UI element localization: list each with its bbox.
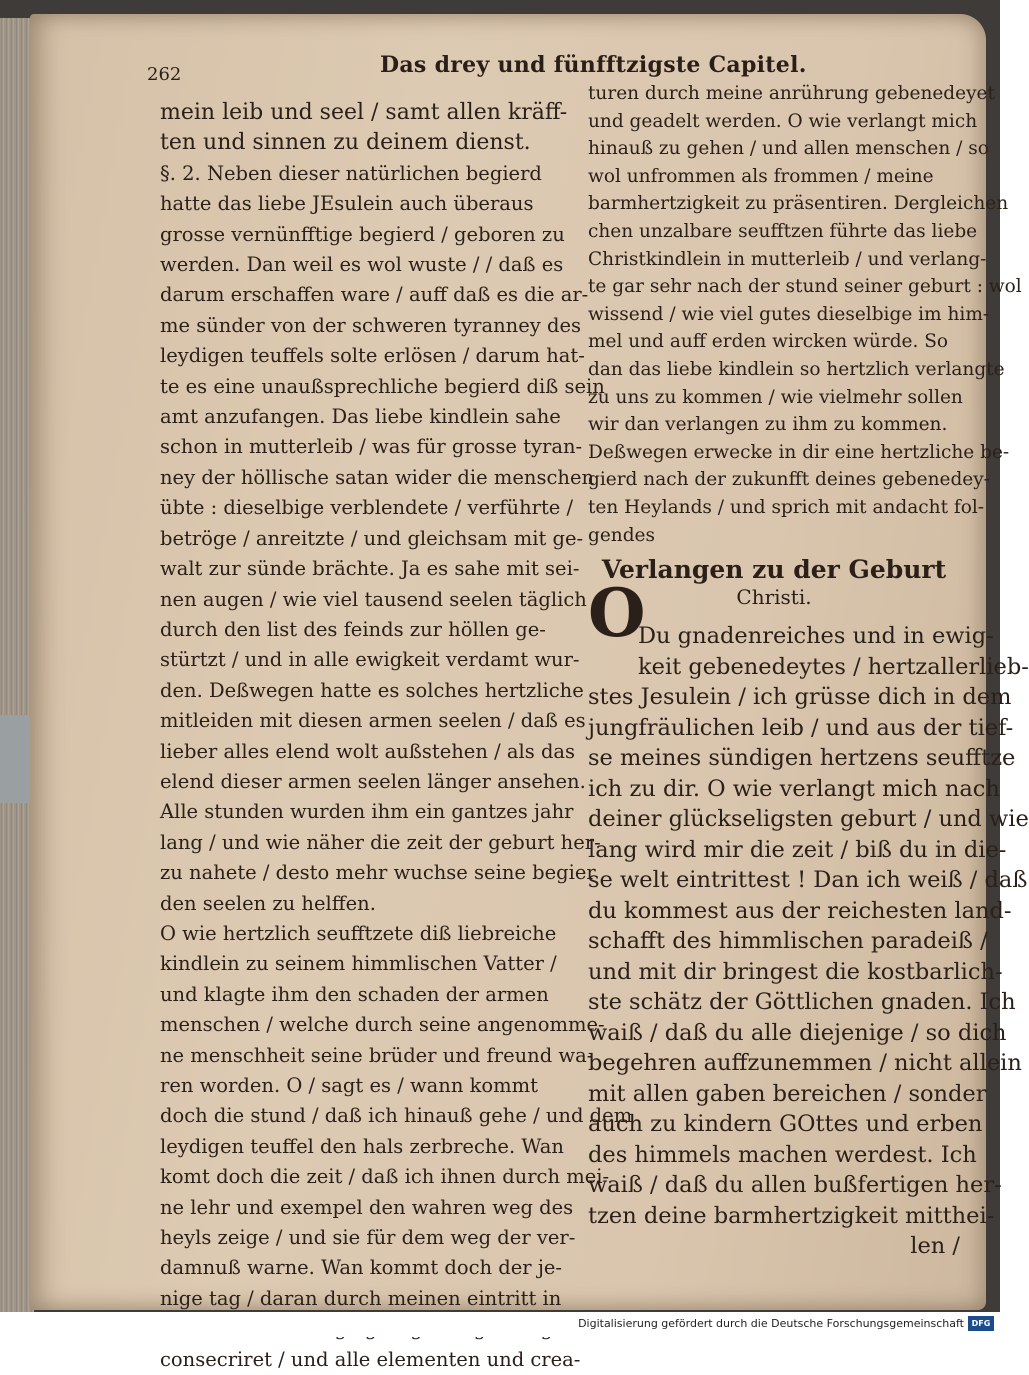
text-line: dan das liebe kindlein so hertzlich verlangte [588,358,1005,380]
text-line: me sünder von der schweren tyranney des [160,313,581,337]
text-line: darum erschaffen ware / auff daß es die ar- [160,283,589,307]
text-line: ten und sinnen zu deinem dienst. [160,130,531,156]
text-line: und mit dir bringest die kostbarlich- [588,958,1003,985]
text-line: stürtzt / und in alle ewigkeit verdamt wur- [160,648,580,672]
section-heading: Verlangen zu der Geburt [601,555,947,585]
page-number: 262 [147,64,182,85]
text-line: tzen deine barmhertzigkeit mitthei- [588,1202,995,1229]
text-line: ne lehr und exempel den wahren weg des [160,1195,574,1219]
text-line: §. 2. Neben dieser natürlichen begierd [160,161,542,185]
text-line: du kommest aus der reichesten land- [588,897,1012,924]
text-line: lieber alles elend wolt außstehen / als das [160,739,576,763]
text-line: se welt eintrittest ! Dan ich weiß / daß [588,867,1028,894]
text-line: mein leib und seel / samt allen kräff- [160,100,568,125]
right-column [588,80,1029,1262]
text-line: se meines sündigen hertzens seufftze [588,745,1016,772]
footer-credit: Digitalisierung gefördert durch die Deutsche Forschungsgemeinschaft [578,1317,964,1330]
text-line: O wie hertzlich seufftzete diß liebreiche [160,921,557,945]
text-line: leydigen teuffel den hals zerbreche. Wan [160,1134,564,1158]
text-line: ren worden. O / sagt es / wann kommt [160,1074,538,1097]
text-line: komt doch die zeit / daß ich ihnen durch mei- [160,1165,610,1189]
text-line: lang wird mir die zeit / biß du in die- [588,836,1007,863]
text-line: wissend / wie viel gutes dieselbige im him- [588,303,990,325]
text-line: heyls zeige / und sie für dem weg der ver- [160,1226,576,1250]
text-line: len / [910,1233,960,1260]
running-head: Das drey und fünfftzigste Capitel. [380,52,807,78]
book-page-edges [0,18,34,1312]
text-line: zu nahete / desto mehr wuchse seine begier [160,861,596,885]
text-line: mitleiden mit diesen armen seelen / daß es [160,709,586,733]
text-line: ich zu dir. O wie verlangt mich nach [588,775,1000,802]
text-line: turen durch meine anrührung gebenedeyet [588,83,995,104]
footer-bar [0,1312,1000,1337]
text-line: grosse vernünfftige begierd / geboren zu [160,222,565,246]
section-subheading: Christi. [736,585,812,610]
text-line: elend dieser armen seelen länger ansehen. [160,769,586,793]
text-line: ste schätz der Göttlichen gnaden. Ich [588,989,1016,1016]
text-line: werden. Dan weil es wol wuste / / daß es [160,253,564,277]
text-line: zu uns zu kommen / wie vielmehr sollen [588,386,963,408]
text-line: betröge / anreitzte / und gleichsam mit ge- [160,526,584,550]
text-line: mel und auff erden wircken würde. So [588,331,949,353]
text-line: übte : dieselbige verblendete / verführte / [160,496,574,520]
text-line: nige tag / daran durch meinen eintritt in [160,1286,562,1310]
text-line: schon in mutterleib / was für grosse tyran- [160,435,583,459]
text-line: jungfräulichen leib / und aus der tief- [588,714,1014,741]
text-line: te gar sehr nach der stund seiner geburt : wol [588,276,1022,298]
text-line: Deßwegen erwecke in dir eine hertzliche be- [588,441,1010,463]
text-line: schafft des himmlischen paradeiß / [588,928,988,955]
text-line: durch den list des feinds zur höllen ge- [160,617,546,641]
text-line: lang / und wie näher die zeit der geburt her- [160,830,601,854]
text-line: keit gebenedeytes / hertzallerlieb- [638,653,1029,680]
text-line: walt zur sünde brächte. Ja es sahe mit sei- [160,557,580,581]
text-line: doch die stund / daß ich hinauß gehe / und dem [160,1104,633,1128]
text-line: damnuß warne. Wan kommt doch der je- [160,1256,562,1280]
text-line: hinauß zu gehen / und allen menschen / so [588,138,989,160]
text-line: den seelen zu helffen. [160,891,376,915]
text-line: barmhertzigkeit zu präsentiren. Dergleichen [588,193,1009,215]
text-line: Du gnadenreiches und in ewig- [638,623,994,650]
text-line: ten Heylands / und sprich mit andacht fol- [588,496,985,518]
text-line: und klagte ihm den schaden der armen [160,982,549,1006]
text-line: waiß / daß du allen bußfertigen her- [588,1172,1002,1199]
right-column-text [588,80,1022,549]
text-line: deiner glückseligsten geburt / und wie [588,806,1029,833]
text-line: ney der höllische satan wider die menschen [160,465,595,489]
text-line: begehren auffzunemmen / nicht allein [588,1050,1022,1077]
text-line: menschen / welche durch seine angenomme- [160,1013,605,1037]
text-line: gendes [588,524,655,546]
dfg-logo: DFG [968,1316,994,1331]
text-line: mit allen gaben bereichen / sonder [588,1080,987,1107]
prayer-text [588,621,1029,1262]
text-line: waiß / daß du alle diejenige / so dich [588,1019,1007,1046]
text-line: Christkindlein in mutterleib / und verlang- [588,248,987,270]
drop-cap: O [588,574,646,652]
text-line: stes Jesulein / ich grüsse dich in dem [588,684,1012,711]
text-line: te es eine unaußsprechliche begierd diß sein [160,374,605,398]
text-line: consecriret / und alle elementen und crea- [160,1347,581,1371]
text-line: kindlein zu seinem himmlischen Vatter / [160,952,557,976]
text-line: ne menschheit seine brüder und freund wa- [160,1043,594,1067]
text-line: hatte das liebe JEsulein auch überaus [160,192,534,216]
text-line: den. Deßwegen hatte es solches hertzliche [160,678,584,702]
text-line: Alle stunden wurden ihm ein gantzes jahr [160,800,574,824]
text-line: leydigen teuffels solte erlösen / darum hat- [160,344,585,368]
text-line: wol unfrommen als frommen / meine [588,165,934,187]
text-line: nen augen / wie viel tausend seelen täglich [160,587,587,611]
text-line: auch zu kindern GOttes und erben [588,1111,983,1138]
text-line: des himmels machen werdest. Ich [588,1141,977,1168]
text-line: und geadelt werden. O wie verlangt mich [588,110,978,132]
text-line: amt anzufangen. Das liebe kindlein sahe [160,405,561,429]
text-line: chen unzalbare seufftzen führte das liebe [588,220,978,242]
text-line: wir dan verlangen zu ihm zu kommen. [588,414,948,436]
text-line: gierd nach der zukunfft deines gebenedey- [588,469,990,491]
